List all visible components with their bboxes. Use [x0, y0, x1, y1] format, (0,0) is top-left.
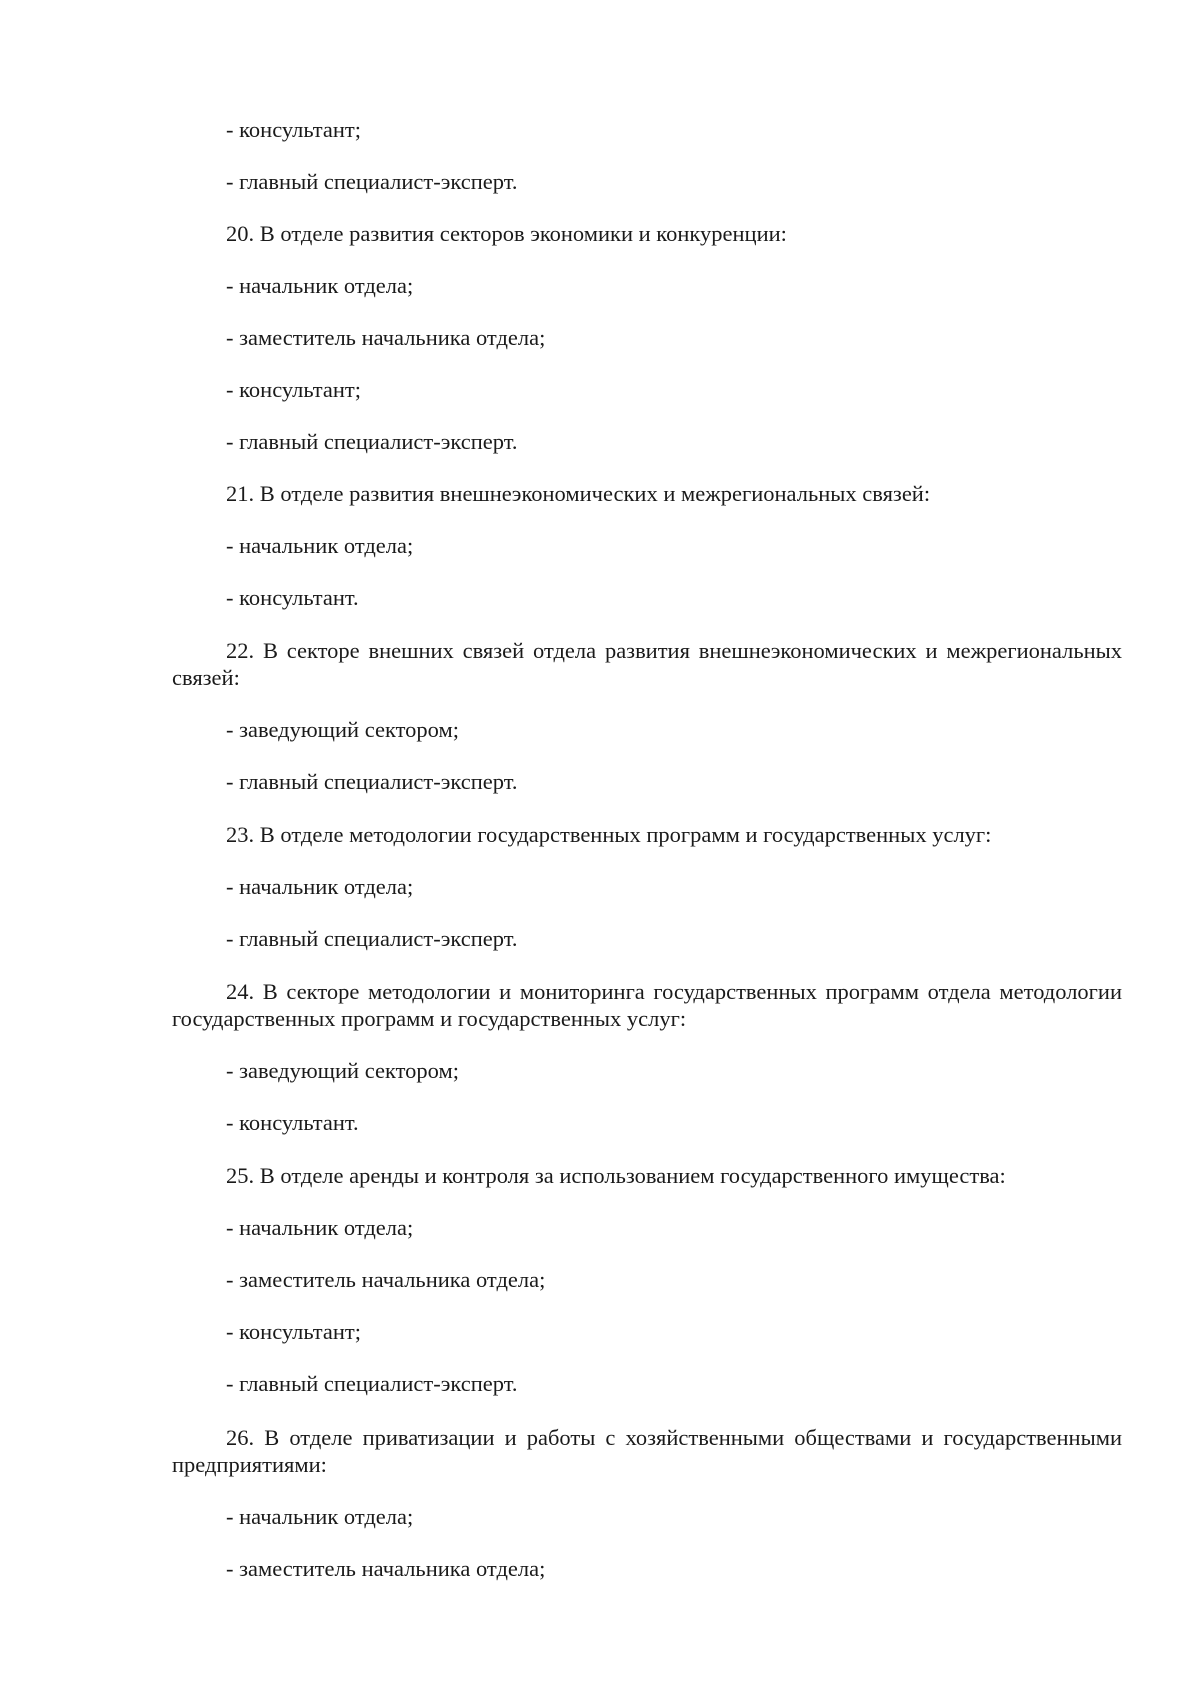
list-item: - начальник отдела; [226, 1215, 414, 1240]
list-item: - консультант; [226, 117, 361, 142]
section-heading: 25. В отделе аренды и контроля за использованием государственного имущества: [226, 1163, 1006, 1188]
section-heading: 26. В отделе приватизации и работы с хозяйственными обществами и государственными предприятиями: [172, 1425, 1122, 1477]
list-item: - начальник отдела; [226, 533, 414, 558]
list-item: - заместитель начальника отдела; [226, 1267, 546, 1292]
list-item: - начальник отдела; [226, 874, 414, 899]
list-item: - заведующий сектором; [226, 717, 459, 742]
section-heading: 20. В отделе развития секторов экономики и конкуренции: [226, 221, 787, 246]
list-item: - консультант. [226, 585, 359, 610]
list-item: - главный специалист-эксперт. [226, 169, 518, 194]
list-item: - главный специалист-эксперт. [226, 429, 518, 454]
list-item: - главный специалист-эксперт. [226, 1371, 518, 1396]
list-item: - главный специалист-эксперт. [226, 926, 518, 951]
list-item: - заместитель начальника отдела; [226, 325, 546, 350]
section-heading: 23. В отделе методологии государственных программ и государственных услуг: [226, 822, 992, 847]
list-item: - заведующий сектором; [226, 1058, 459, 1083]
list-item: - консультант. [226, 1110, 359, 1135]
list-item: - главный специалист-эксперт. [226, 769, 518, 794]
section-heading: 22. В секторе внешних связей отдела развития внешнеэкономических и межрегиональных связей: [172, 638, 1122, 690]
list-item: - консультант; [226, 1319, 361, 1344]
section-heading: 21. В отделе развития внешнеэкономических и межрегиональных связей: [226, 481, 931, 506]
list-item: - консультант; [226, 377, 361, 402]
section-heading: 24. В секторе методологии и мониторинга государственных программ отдела методологии государственных программ и государственных услуг: [172, 979, 1122, 1031]
list-item: - начальник отдела; [226, 273, 414, 298]
list-item: - начальник отдела; [226, 1504, 414, 1529]
list-item: - заместитель начальника отдела; [226, 1556, 546, 1581]
